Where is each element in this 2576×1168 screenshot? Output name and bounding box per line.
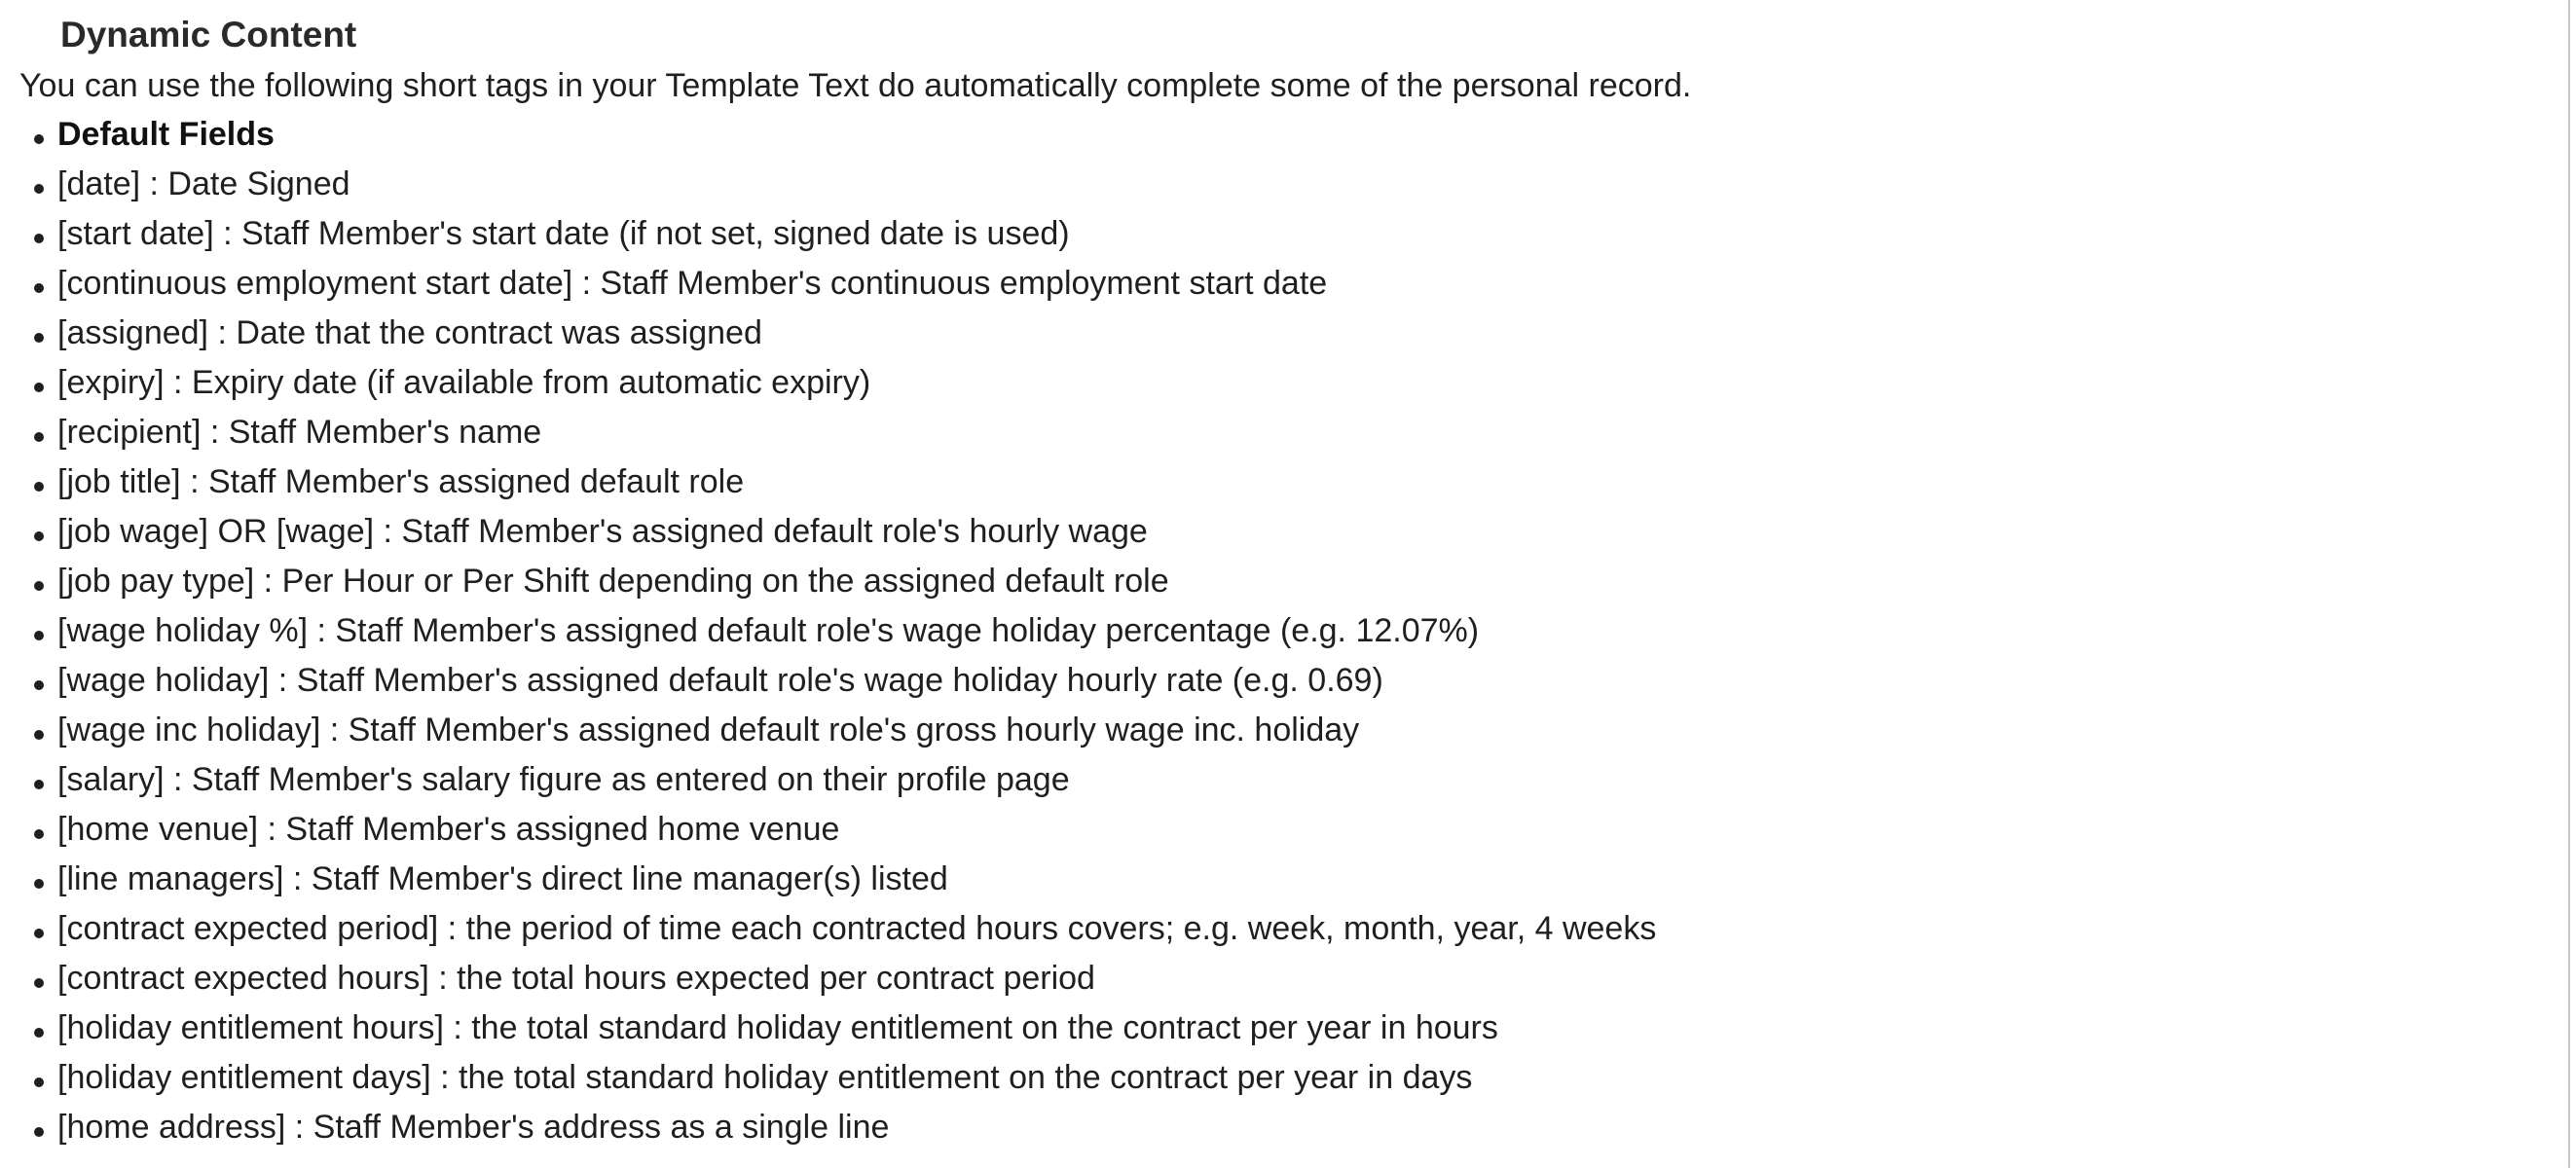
list-item: [wage holiday %] : Staff Member's assigned default role's wage holiday percentage (e.g. 12.07%) bbox=[0, 607, 1656, 657]
intro-text: You can use the following short tags in your Template Text do automatically complete some of the personal record. bbox=[19, 67, 1692, 104]
list-item: [start date] : Staff Member's start date (if not set, signed date is used) bbox=[0, 210, 1656, 260]
list-item: [job title] : Staff Member's assigned default role bbox=[0, 458, 1656, 508]
list-item: [home address] : Staff Member's address as a single line bbox=[0, 1104, 1656, 1153]
list-item: [expiry] : Expiry date (if available from automatic expiry) bbox=[0, 359, 1656, 409]
list-item: [holiday entitlement hours] : the total standard holiday entitlement on the contract per year in hours bbox=[0, 1004, 1656, 1054]
list-item: [salary] : Staff Member's salary figure as entered on their profile page bbox=[0, 756, 1656, 806]
list-item: [contract expected hours] : the total hours expected per contract period bbox=[0, 955, 1656, 1004]
vertical-scrollbar[interactable] bbox=[2568, 0, 2576, 1168]
list-item: [recipient] : Staff Member's name bbox=[0, 409, 1656, 458]
list-item: [job wage] OR [wage] : Staff Member's assigned default role's hourly wage bbox=[0, 508, 1656, 558]
page-title: Dynamic Content bbox=[60, 15, 357, 55]
short-tag-list bbox=[0, 111, 1656, 1153]
list-item: [assigned] : Date that the contract was assigned bbox=[0, 310, 1656, 359]
list-item: [continuous employment start date] : Staff Member's continuous employment start date bbox=[0, 260, 1656, 310]
list-item-group-heading: Default Fields bbox=[0, 111, 1656, 161]
list-item: [date] : Date Signed bbox=[0, 161, 1656, 210]
list-item: [home venue] : Staff Member's assigned home venue bbox=[0, 806, 1656, 856]
list-item: [contract expected period] : the period of time each contracted hours covers; e.g. week, month, year, 4 weeks bbox=[0, 905, 1656, 955]
list-item: [wage holiday] : Staff Member's assigned default role's wage holiday hourly rate (e.g. 0.69) bbox=[0, 657, 1656, 707]
list-item: [holiday entitlement days] : the total standard holiday entitlement on the contract per year in days bbox=[0, 1054, 1656, 1104]
list-item: [job pay type] : Per Hour or Per Shift depending on the assigned default role bbox=[0, 558, 1656, 607]
list-item: [wage inc holiday] : Staff Member's assigned default role's gross hourly wage inc. holiday bbox=[0, 707, 1656, 756]
list-item: [line managers] : Staff Member's direct line manager(s) listed bbox=[0, 856, 1656, 905]
